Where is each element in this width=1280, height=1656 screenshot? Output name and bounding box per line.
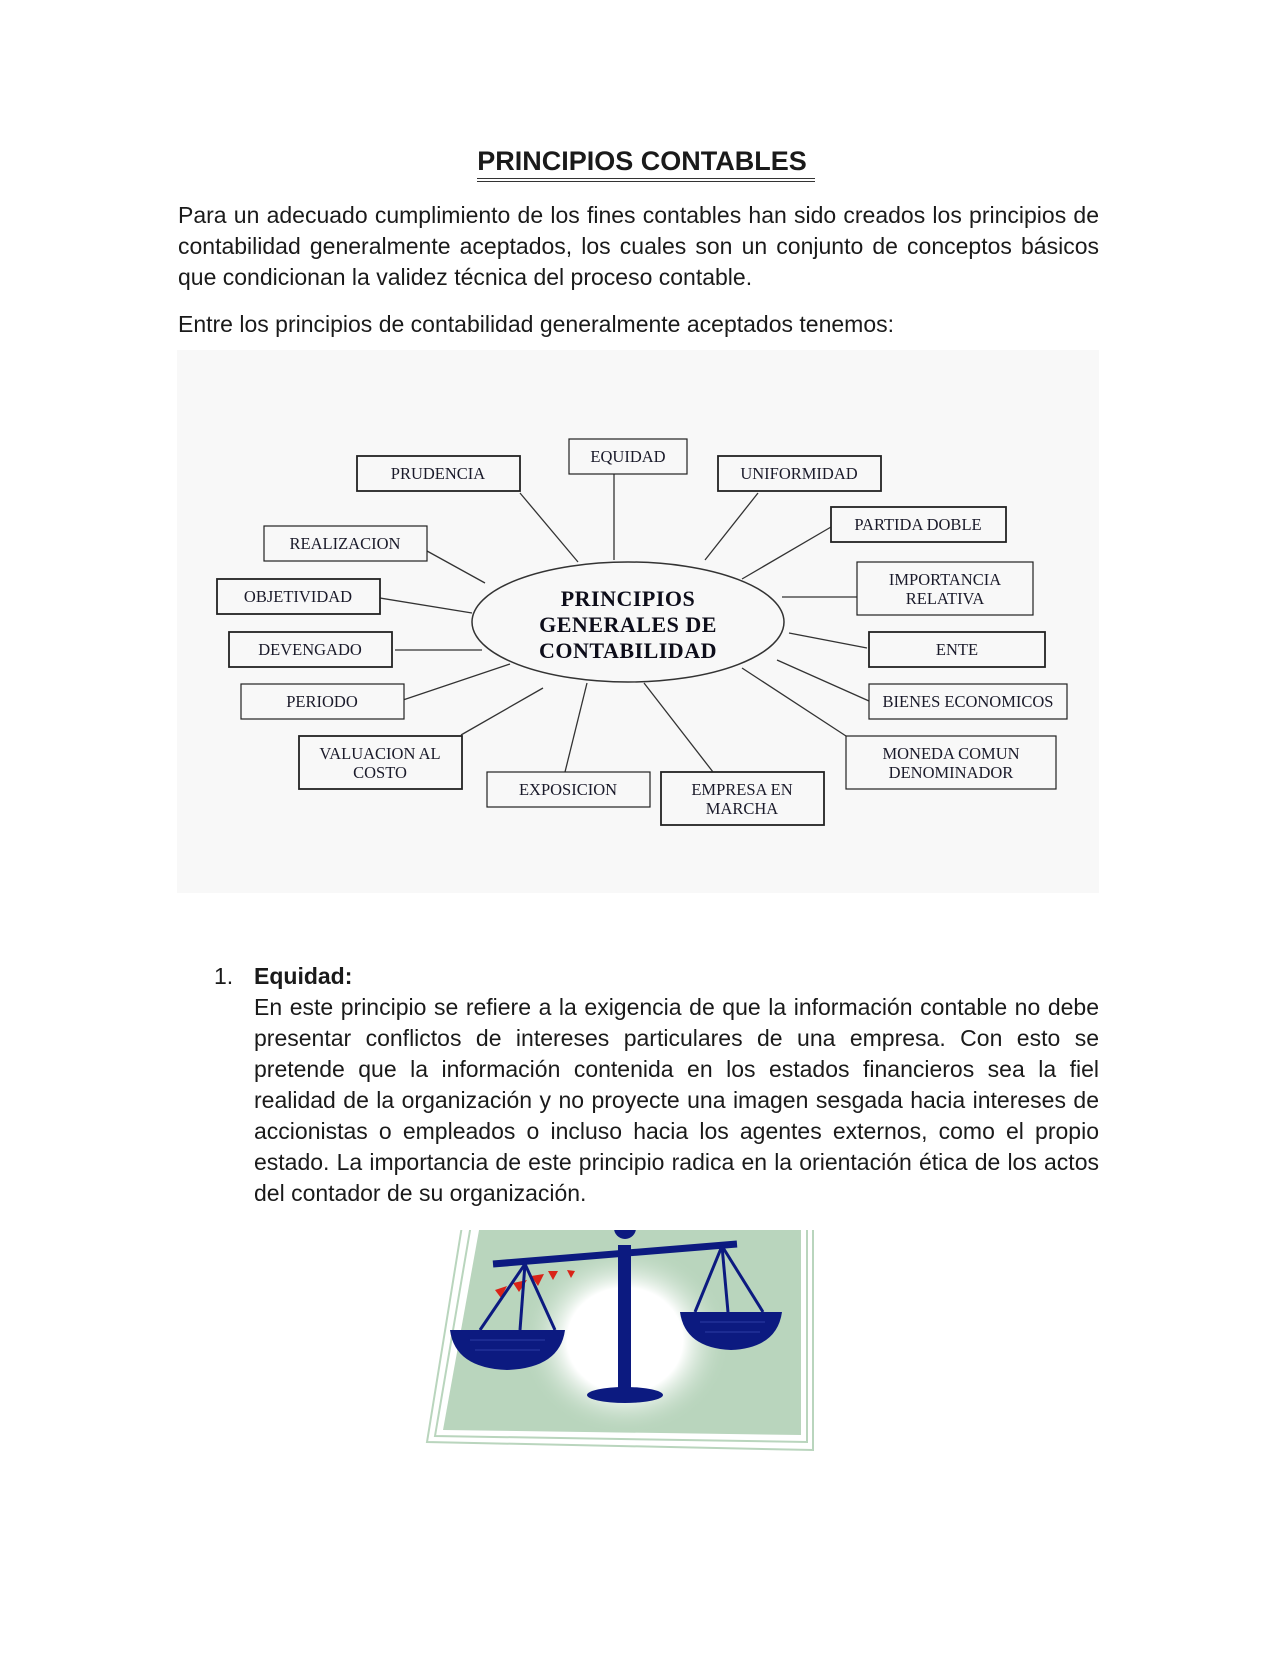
node-importancia-relativa-line1: IMPORTANCIA — [888, 570, 1002, 589]
list-item-body — [254, 961, 1099, 1209]
node-empresa-line1: EMPRESA EN — [691, 780, 793, 799]
page-title-text: PRINCIPIOS CONTABLES — [477, 146, 815, 182]
center-label-line1: PRINCIPIOS — [560, 586, 696, 611]
list-item-number: 1. — [214, 963, 234, 989]
list-item-text: En este principio se refiere a la exigencia de que la información contable no debe presentar conflictos de intereses particulares de una empresa. Con esto se pretende que la información contenida en los estados financieros sea la fiel realidad de la organización y no proyecte una imagen sesgada hacia intereses de accionistas o empleados o incluso hacia los agentes externos, como el propio estado. La importancia de este principio radica en la orientación ética de los actos del contador de su organización. — [254, 994, 1099, 1206]
node-prudencia: PRUDENCIA — [390, 464, 486, 483]
node-objetividad: OBJETIVIDAD — [243, 587, 353, 606]
node-bienes-economicos: BIENES ECONOMICOS — [882, 692, 1054, 711]
node-realizacion: REALIZACION — [289, 534, 401, 553]
intro-paragraph: Para un adecuado cumplimiento de los fines contables han sido creados los principios de contabilidad generalmente aceptados, los cuales son un conjunto de conceptos básicos que condicionan la validez técnica del proceso contable. — [178, 202, 1099, 290]
center-label-line3: CONTABILIDAD — [539, 638, 717, 663]
node-moneda-line2: DENOMINADOR — [888, 763, 1014, 782]
node-exposicion: EXPOSICION — [518, 780, 618, 799]
list-item-heading: Equidad: — [254, 963, 353, 989]
page-title — [0, 146, 1280, 182]
node-moneda-line1: MONEDA COMUN — [882, 744, 1020, 763]
center-label-line2: GENERALES DE — [539, 612, 717, 637]
node-equidad: EQUIDAD — [590, 447, 666, 466]
balance-scale-icon — [425, 1230, 815, 1470]
lead-in-paragraph: Entre los principios de contabilidad generalmente aceptados tenemos: — [178, 311, 894, 337]
principles-diagram — [177, 350, 1099, 893]
node-devengado: DEVENGADO — [258, 640, 362, 659]
node-valuacion-line1: VALUACION AL — [319, 744, 441, 763]
node-periodo: PERIODO — [286, 692, 358, 711]
node-valuacion-line2: COSTO — [353, 763, 407, 782]
node-partida-doble: PARTIDA DOBLE — [854, 515, 982, 534]
node-ente: ENTE — [935, 640, 979, 659]
node-importancia-relativa-line2: RELATIVA — [905, 589, 985, 608]
node-uniformidad: UNIFORMIDAD — [740, 464, 858, 483]
balance-scale-illustration — [425, 1230, 815, 1475]
node-empresa-line2: MARCHA — [705, 799, 779, 818]
